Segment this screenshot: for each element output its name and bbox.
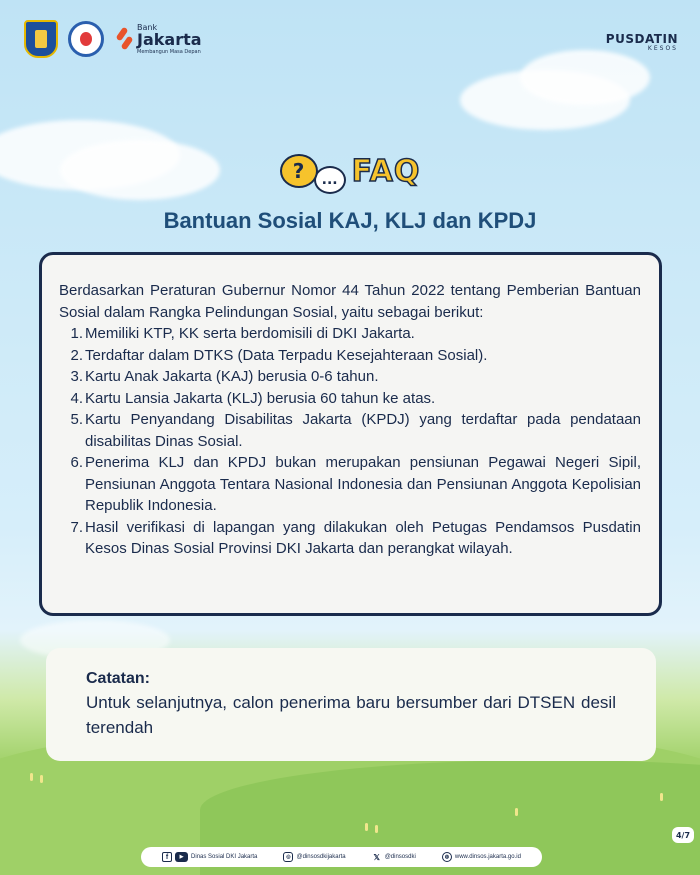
list-item: [59, 517, 641, 560]
x-icon: 𝕏: [373, 852, 380, 862]
grass-blade: [365, 823, 368, 831]
bank-jakarta-mark-icon: [118, 27, 132, 51]
info-card: [39, 252, 662, 616]
grass-blade: [40, 775, 43, 783]
faq-title: FAQ: [351, 153, 421, 189]
bank-tagline: Membangun Masa Depan: [137, 48, 201, 55]
list-text: Kartu Lansia Jakarta (KLJ) berusia 60 tahun ke atas.: [85, 389, 436, 407]
pusdatin-sub: KESOS: [647, 45, 678, 52]
list-item: [59, 452, 641, 517]
dinas-sosial-logo: [68, 21, 104, 57]
instagram-icon: ◎: [283, 852, 293, 862]
list-number: 5.: [70, 411, 83, 428]
requirements-list: [59, 323, 641, 560]
youtube-icon: ▶: [175, 852, 188, 862]
faq-heading: [0, 148, 700, 194]
list-text: Terdaftar dalam DTKS (Data Terpadu Kesejahteraan Sosial).: [85, 346, 488, 364]
footer-website[interactable]: [442, 852, 521, 862]
list-number: 7.: [70, 518, 83, 536]
footer-instagram-label: @dinsosdkijakarta: [296, 854, 346, 860]
grass-blade: [375, 825, 378, 833]
footer-instagram[interactable]: [283, 852, 345, 862]
dki-jakarta-seal-logo: [24, 20, 58, 58]
list-text: Hasil verifikasi di lapangan yang dilakukan oleh Petugas Pendamsos Pusdatin Kesos Dinas Sosial Provinsi DKI Jakarta dan perangkat wilayah.: [85, 518, 641, 557]
bank-name: Jakarta: [137, 29, 202, 49]
list-text: Kartu Anak Jakarta (KAJ) berusia 0-6 tahun.: [85, 368, 379, 385]
intro-text: Berdasarkan Peraturan Gubernur Nomor 44 Tahun 2022 tentang Pemberian Bantuan Sosial dalam Rangka Pelindungan Sosial, yaitu sebagai berikut:: [59, 282, 641, 321]
list-item: [59, 323, 641, 345]
header-logos: [24, 20, 202, 58]
grass-blade: [515, 808, 518, 816]
bank-label: Bank: [137, 22, 158, 32]
pusdatin-name: PUSDATIN: [605, 32, 678, 46]
list-item: [59, 345, 641, 367]
footer-x-label: @dinsosdki: [384, 854, 416, 860]
cloud: [520, 50, 650, 105]
list-item: [59, 366, 641, 388]
page-indicator: 4/7: [672, 827, 694, 843]
footer-facebook-label: Dinas Sosial DKI Jakarta: [191, 854, 258, 860]
list-text: Kartu Penyandang Disabilitas Jakarta (KPDJ) yang terdaftar pada pendataan disabilitas Dinas Sosial.: [85, 411, 641, 450]
footer-facebook-youtube[interactable]: [162, 852, 257, 862]
question-bubble-icon: ?: [280, 154, 318, 188]
footer-x[interactable]: [372, 852, 416, 862]
dots-bubble-icon: ...: [314, 166, 346, 194]
list-text: Memiliki KTP, KK serta berdomisili di DKI Jakarta.: [85, 325, 415, 342]
facebook-icon: f: [162, 852, 172, 862]
globe-icon: ◍: [442, 852, 452, 862]
bank-jakarta-logo: [118, 24, 202, 55]
footer-website-label: www.dinsos.jakarta.go.id: [454, 854, 521, 860]
list-number: 3.: [70, 368, 83, 385]
note-card: [46, 648, 656, 761]
page-title: Bantuan Sosial KAJ, KLJ dan KPDJ: [163, 208, 537, 233]
grass-blade: [660, 793, 663, 801]
list-number: 6.: [70, 454, 83, 471]
footer-social-bar: [141, 847, 542, 867]
list-number: 4.: [70, 389, 83, 407]
list-item: [59, 388, 641, 410]
pusdatin-logo: [606, 32, 678, 52]
list-text: Penerima KLJ dan KPDJ bukan merupakan pensiunan Pegawai Negeri Sipil, Pensiunan Anggota Tentara Nasional Indonesia dan Pensiunan Anggota Kepolisian Republik Indonesia.: [85, 454, 641, 514]
note-text: Untuk selanjutnya, calon penerima baru bersumber dari DTSEN desil terendah: [86, 693, 616, 737]
list-item: [59, 409, 641, 452]
grass-blade: [30, 773, 33, 781]
list-number: 2.: [70, 346, 83, 364]
list-number: 1.: [70, 325, 83, 342]
note-title: Catatan:: [86, 670, 151, 687]
